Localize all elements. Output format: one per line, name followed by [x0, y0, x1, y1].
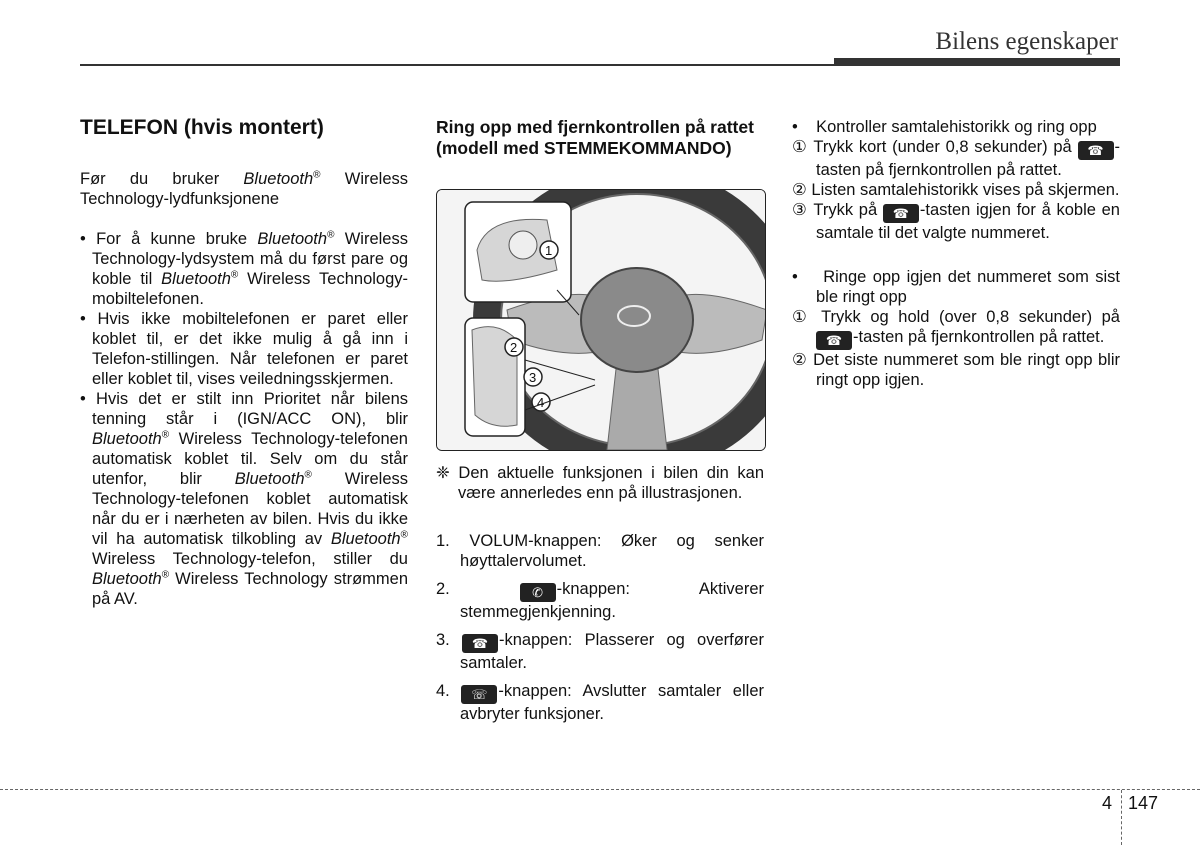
step-1-press-short: ① Trykk kort (under 0,8 sekunder) på ☎ -tasten på fjernkontrollen på rattet.: [792, 138, 1120, 179]
bullet-redial: • Ringe opp igjen det nummeret som sist ble ringt opp: [792, 268, 1120, 306]
callout-2-label: 2: [510, 340, 518, 355]
section-heading: TELEFON (hvis montert): [80, 116, 324, 139]
footer-divider: [0, 789, 1200, 790]
column-middle: [436, 117, 764, 171]
bullet-call-history: • Kontroller samtalehistorikk og ring opp: [792, 118, 1097, 136]
illustration-note: ❈ Den aktuelle funksjonen i bilen din kan være annerledes enn på illustrasjonen. 1. VOLUM-knappen: Øker og senker høyttalervolumet. 2. ✆ -knappen: Aktiverer stemmegjenkjenning. 3. ☎ -knappen: Plasserer og overfører samtaler. 4. ☏ -knappen: Avslutter samtaler eller avbryter funksjoner.: [436, 464, 764, 723]
page-number: 147: [1128, 793, 1159, 813]
list-item-end: 4. ☏ -knappen: Avslutter samtaler eller avbryter funksjoner.: [436, 682, 764, 723]
callout-4-label: 4: [537, 395, 545, 410]
step-2-list: ② Listen samtalehistorikk vises på skjermen.: [792, 181, 1120, 199]
callout-3-label: 3: [529, 370, 537, 385]
phone-call-icon: ☎: [1078, 141, 1114, 160]
intro-paragraph: Før du bruker Bluetooth® Wireless Technology-lydfunksjonene: [80, 169, 408, 208]
step-2-redial: ② Det siste nummeret som ble ringt opp blir ringt opp igjen.: [792, 351, 1120, 389]
column-right: [792, 117, 1120, 390]
bullet-pairing: • For å kunne bruke Bluetooth® Wireless Technology-lydsystem må du først pare og koble til Bluetooth® Wireless Technology-mobiltelefonen.: [80, 229, 409, 308]
step-1-press-hold: ① Trykk og hold (over 0,8 sekunder) på ☎ -tasten på fjernkontrollen på rattet.: [792, 308, 1120, 348]
list-item-volume: 1. VOLUM-knappen: Øker og senker høyttalervolumet.: [436, 532, 764, 570]
bullet-priority: • Hvis det er stilt inn Prioritet når bilens tenning står i (IGN/ACC ON), blir Bluetooth® Wireless Technology-telefonen automatisk koblet til. Selv om du står utenfor, blir Bluetooth® Wireless Technology-telefonen koblet automatisk når du er i nærheten av bilen. Hvis du ikke vil ha automatisk tilkobling av Bluetooth® Wireless Technology-telefon, stiller du Bluetooth® Wireless Technology strømmen på AV.: [80, 390, 409, 608]
list-item-call: 3. ☎ -knappen: Plasserer og overfører samtaler.: [436, 631, 764, 672]
steering-wheel-illustration: [436, 189, 766, 451]
header-bar: [834, 58, 1120, 65]
subsection-heading: Ring opp med fjernkontrollen på rattet (modell med STEMMEKOMMANDO): [436, 117, 754, 158]
callout-1-label: 1: [545, 243, 553, 258]
footer-separator: [1121, 790, 1122, 845]
steering-wheel-image: [437, 190, 765, 450]
step-3-press-again: ③ Trykk på ☎ -tasten igjen for å koble en samtale til det valgte nummeret.: [792, 201, 1120, 242]
list-item-voice: 2. ✆ -knappen: Aktiverer stemmegjenkjenning.: [436, 580, 764, 621]
voice-command-icon: ✆: [520, 583, 556, 602]
phone-call-icon: ☎: [816, 331, 852, 350]
chapter-number: 4: [1102, 793, 1113, 813]
phone-call-icon: ☎: [883, 204, 919, 223]
bullet-not-paired: • Hvis ikke mobiltelefonen er paret eller koblet til, er det ikke mulig å gå inn i Telefon-stillingen. Når telefonen er paret eller koblet til, vises veiledningsskjermen.: [80, 310, 408, 388]
phone-call-icon: ☎: [462, 634, 498, 653]
column-left: [80, 115, 408, 609]
page-header-title: Bilens egenskaper: [935, 28, 1118, 55]
phone-end-icon: ☏: [461, 685, 497, 704]
